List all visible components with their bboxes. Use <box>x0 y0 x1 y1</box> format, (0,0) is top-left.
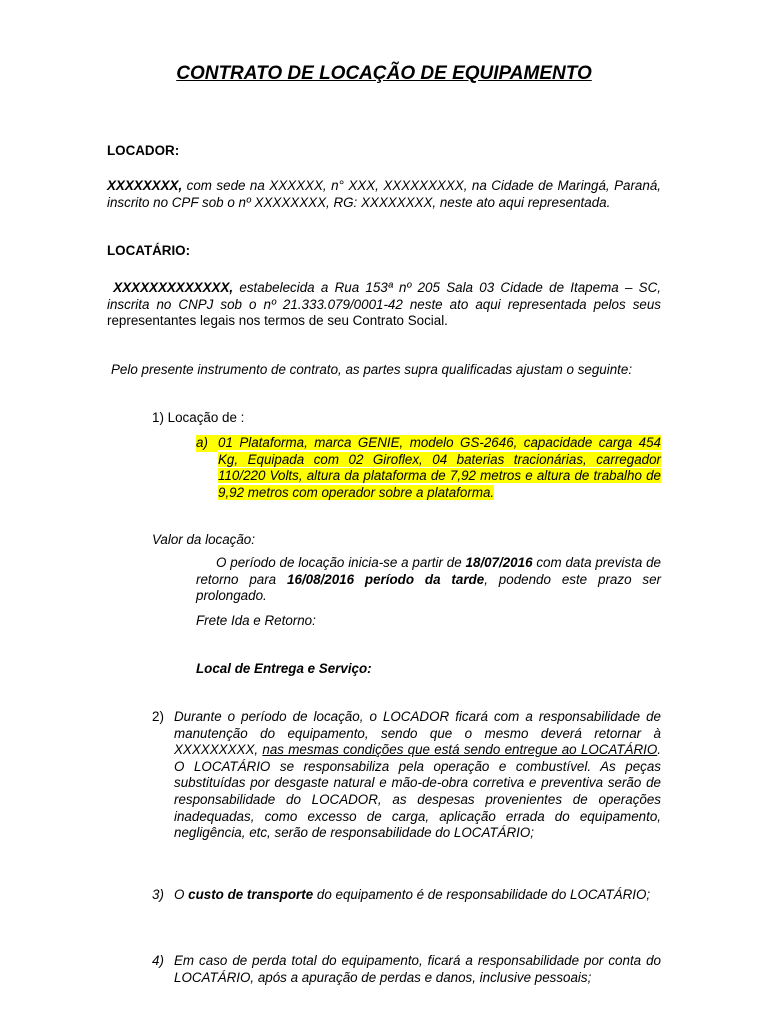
clause-2-text-3: . O LOCATÁRIO se responsabiliza pela operação e combustível. As peças substituídas por desgaste natural e mão-de-obra corretiva e preventiva serão de responsabilidade do LOCADOR, as despesas provenientes de operações inadequadas, como excesso de carga, aplicação errada do equipamento, negligência, etc, serão de responsabilidade do LOCATÁRIO; <box>174 742 661 841</box>
locatario-text-plain: representantes legais nos termos de seu Contrato Social. <box>107 313 448 329</box>
locador-heading: LOCADOR: <box>107 143 180 158</box>
clause-2-text-1: Durante o período de locação, o LOCADOR ficará com a responsabilidade de manutenção do equipamento, sendo que o mesmo deverá retornar à XXXXXXXXX, <box>174 709 661 758</box>
clause-3-text-3: do equipamento é de responsabilidade do LOCATÁRIO; <box>313 887 651 902</box>
valor-label: Valor da locação: <box>152 532 255 547</box>
clause-2-number: 2) <box>152 709 164 724</box>
intro-paragraph: Pelo presente instrumento de contrato, as partes supra qualificadas ajustam o seguinte: <box>111 362 633 377</box>
valor-text-2: com data prevista de retorno para <box>196 555 661 587</box>
clause-3-text-1: O <box>174 887 189 902</box>
locatario-name: XXXXXXXXXXXXX, <box>113 280 234 295</box>
frete-label: Frete Ida e Retorno: <box>196 613 316 628</box>
locador-name: XXXXXXXX, <box>107 178 183 193</box>
valor-text-1: O período de locação inicia-se a partir de <box>216 555 466 570</box>
clause-1-number: 1) <box>152 410 164 425</box>
local-entrega-heading: Local de Entrega e Serviço: <box>196 661 372 676</box>
start-date: 18/07/2016 <box>465 555 533 570</box>
end-date: 16/08/2016 período da tarde <box>287 571 485 587</box>
item-a-text: 01 Plataforma, marca GENIE, modelo GS-2646, capacidade carga 454 Kg, Equipada com 02 Giroflex, 04 baterias tracionárias, carregador 110/220 Volts, altura da plataforma de 7,92 metros e altura de trabalho de 9,92 metros com operador sobre a plataforma. <box>218 435 661 500</box>
locatario-paragraph <box>107 280 661 330</box>
clause-1-label: Locação de : <box>167 410 245 425</box>
valor-text-3: , podendo este prazo ser prolongado. <box>196 571 662 604</box>
clause-3-number: 3) <box>152 887 164 902</box>
item-a-letter: a) <box>196 435 218 452</box>
clause-4-text: Em caso de perda total do equipamento, ficará a responsabilidade por conta do LOCATÁRIO, após a apuração de perdas e danos, inclusive pessoais; <box>174 953 661 985</box>
clause-2-text-underlined: nas mesmas condições que está sendo entregue ao LOCATÁRIO <box>262 742 658 758</box>
document-title: CONTRATO DE LOCAÇÃO DE EQUIPAMENTO <box>176 63 592 84</box>
locatario-heading: LOCATÁRIO: <box>107 243 191 258</box>
clause-1 <box>152 410 244 427</box>
valor-paragraph <box>196 555 661 605</box>
clause-3-text-bold: custo de transporte <box>188 887 314 902</box>
clause-4-number: 4) <box>152 953 164 968</box>
locador-text: com sede na XXXXXX, n° XXX, XXXXXXXXX, na Cidade de Maringá, Paraná, inscrito no CPF sob o nº XXXXXXXX, RG: XXXXXXXX, neste ato aqui representada. <box>107 178 661 210</box>
locatario-text: estabelecida a Rua 153ª nº 205 Sala 03 Cidade de Itapema – SC, inscrita no CNPJ sob o nº 21.333.079/0001-42 neste ato aqui representada pelos seus <box>107 280 661 312</box>
locador-paragraph <box>107 178 661 211</box>
